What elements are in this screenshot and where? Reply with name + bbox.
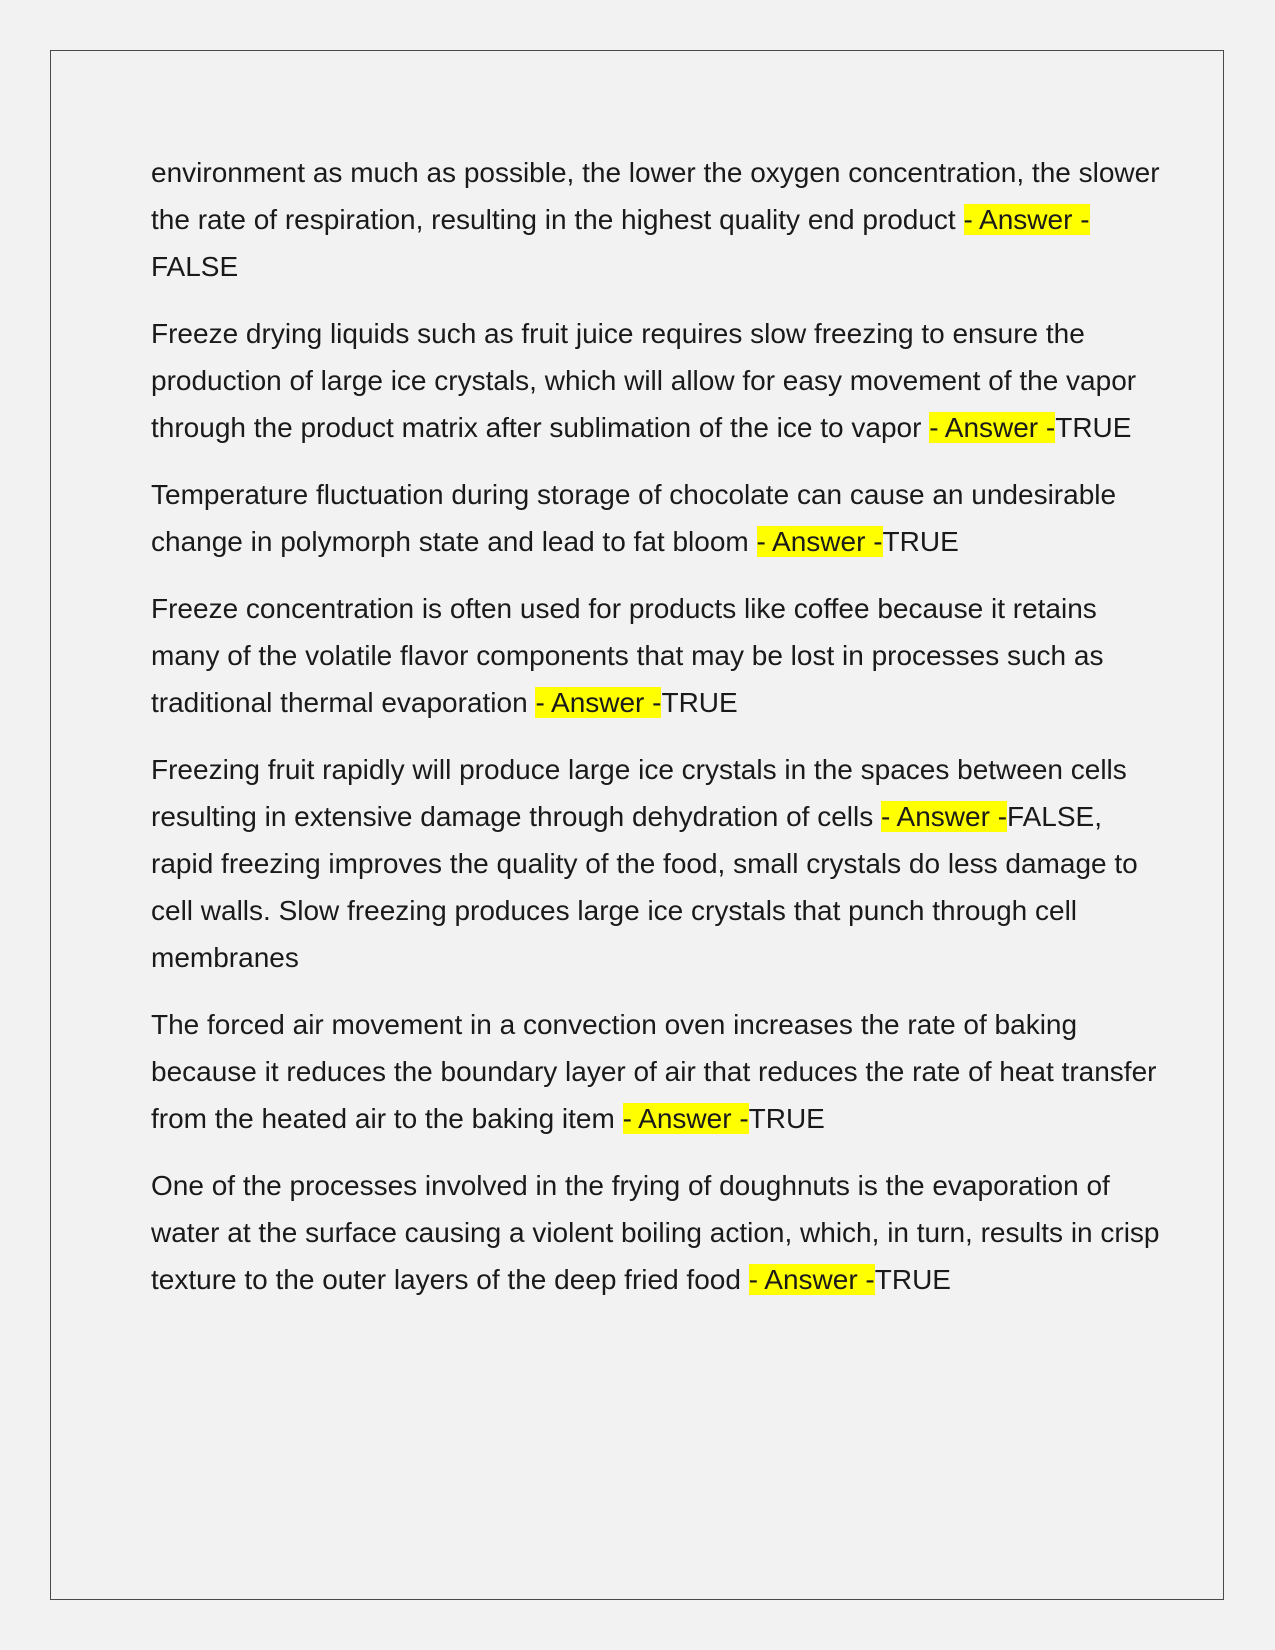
document-page: [50, 50, 1224, 1600]
answer-marker: - Answer -: [622, 1103, 749, 1134]
answer-text: TRUE: [882, 526, 959, 557]
answer-marker: - Answer -: [963, 204, 1090, 235]
question-text: Freezing fruit rapidly will produce large ice crystals in the spaces between cells resulting in extensive damage through dehydration of cells: [151, 754, 1127, 832]
question-text: One of the processes involved in the frying of doughnuts is the evaporation of water at the surface causing a violent boiling action, which, in turn, results in crisp texture to the outer layers of the deep fried food: [151, 1170, 1160, 1295]
answer-text: TRUE: [1055, 412, 1132, 443]
qa-item: [151, 310, 1161, 451]
qa-item: [151, 585, 1161, 726]
question-text: Freeze drying liquids such as fruit juice requires slow freezing to ensure the production of large ice crystals, which will allow for easy movement of the vapor through the product matrix after sublimation of the ice to vapor: [151, 318, 1137, 443]
answer-text: TRUE: [748, 1103, 825, 1134]
answer-text: FALSE: [151, 251, 239, 282]
answer-text: TRUE: [874, 1264, 951, 1295]
document-body: [151, 149, 1161, 1323]
answer-marker: - Answer -: [748, 1264, 875, 1295]
answer-text: TRUE: [661, 687, 738, 718]
answer-marker: - Answer -: [756, 526, 883, 557]
answer-marker: - Answer -: [929, 412, 1056, 443]
qa-item: [151, 1001, 1161, 1142]
question-text: Temperature fluctuation during storage of chocolate can cause an undesirable change in polymorph state and lead to fat bloom: [151, 479, 1117, 557]
qa-item: [151, 1162, 1161, 1303]
qa-item: [151, 149, 1161, 290]
answer-marker: - Answer -: [881, 801, 1008, 832]
question-text: environment as much as possible, the lower the oxygen concentration, the slower the rate of respiration, resulting in the highest quality end product: [151, 157, 1160, 235]
qa-item: [151, 471, 1161, 565]
question-text: The forced air movement in a convection oven increases the rate of baking because it reduces the boundary layer of air that reduces the rate of heat transfer from the heated air to the baking item: [151, 1009, 1157, 1134]
qa-item: [151, 746, 1161, 981]
answer-text: FALSE, rapid freezing improves the quality of the food, small crystals do less damage to cell walls. Slow freezing produces large ice crystals that punch through cell membranes: [151, 801, 1138, 973]
question-text: Freeze concentration is often used for products like coffee because it retains many of the volatile flavor components that may be lost in processes such as traditional thermal evaporation: [151, 593, 1104, 718]
answer-marker: - Answer -: [535, 687, 662, 718]
